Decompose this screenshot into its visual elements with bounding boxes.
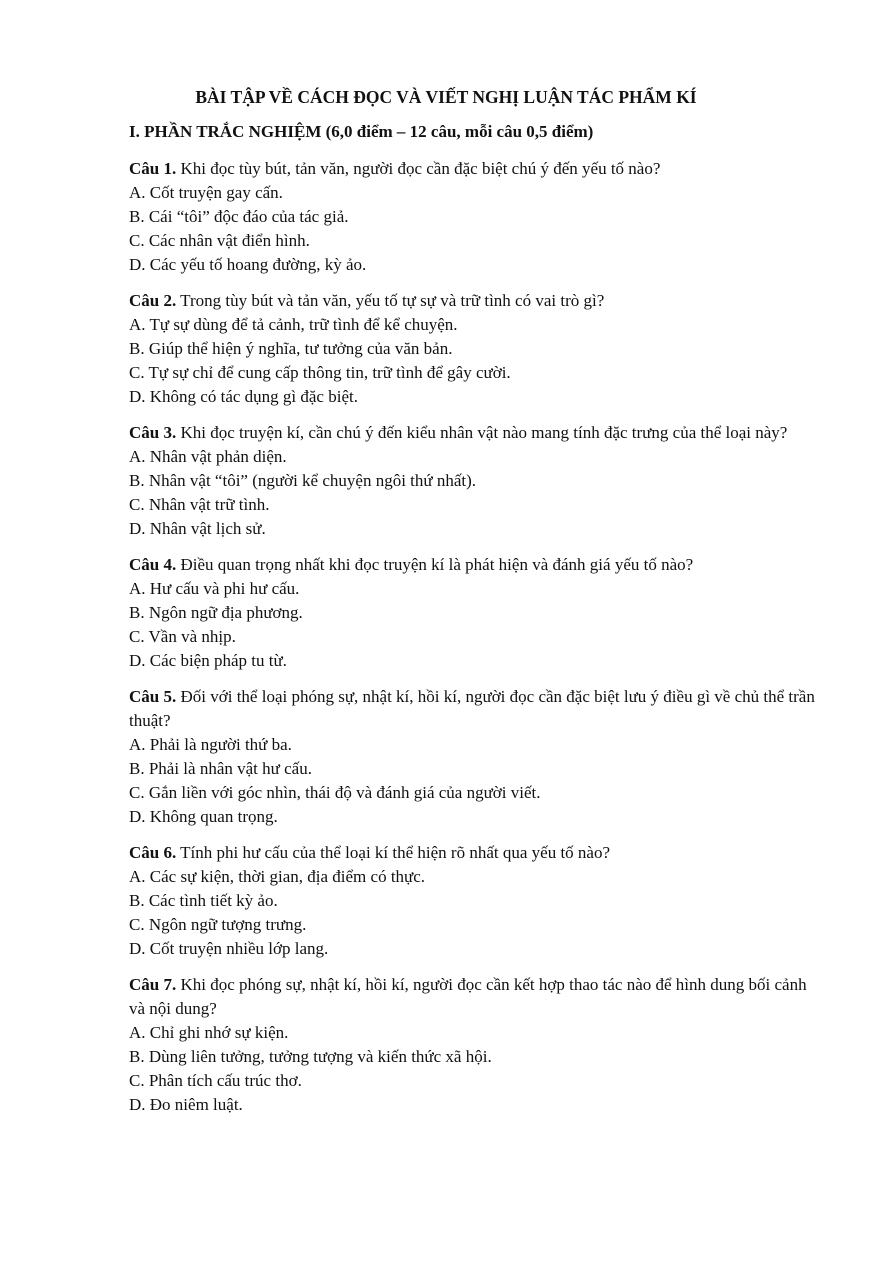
answer-option: D. Không có tác dụng gì đặc biệt. bbox=[129, 387, 358, 406]
answer-option: B. Ngôn ngữ địa phương. bbox=[129, 603, 303, 622]
answer-option: A. Cốt truyện gay cấn. bbox=[129, 183, 283, 202]
answer-option: D. Cốt truyện nhiều lớp lang. bbox=[129, 939, 329, 958]
answer-option: B. Cái “tôi” độc đáo của tác giả. bbox=[129, 207, 349, 226]
question-stem bbox=[129, 157, 819, 181]
question-stem bbox=[129, 289, 819, 313]
question-stem bbox=[129, 421, 819, 445]
question-number: Câu 4. bbox=[129, 555, 177, 574]
question-number: Câu 6. bbox=[129, 843, 177, 862]
question-text: Điều quan trọng nhất khi đọc truyện kí là phát hiện và đánh giá yếu tố nào? bbox=[176, 555, 694, 574]
section-heading: I. PHẦN TRẮC NGHIỆM (6,0 điểm – 12 câu, mỗi câu 0,5 điểm) bbox=[129, 122, 594, 141]
question-list bbox=[129, 157, 819, 1129]
question-stem bbox=[129, 685, 819, 733]
answer-option: D. Các biện pháp tu từ. bbox=[129, 651, 287, 670]
answer-option: C. Tự sự chỉ để cung cấp thông tin, trữ tình để gây cười. bbox=[129, 363, 511, 382]
question-text: Khi đọc phóng sự, nhật kí, hồi kí, người đọc cần kết hợp thao tác nào để hình dung bối cảnh và nội dung? bbox=[129, 975, 807, 1018]
answer-option: D. Đo niêm luật. bbox=[129, 1095, 243, 1114]
answer-option: A. Chỉ ghi nhớ sự kiện. bbox=[129, 1023, 289, 1042]
answer-option: A. Các sự kiện, thời gian, địa điểm có thực. bbox=[129, 867, 426, 886]
question-number: Câu 2. bbox=[129, 291, 177, 310]
question-block bbox=[129, 157, 819, 277]
question-text: Khi đọc truyện kí, cần chú ý đến kiểu nhân vật nào mang tính đặc trưng của thể loại này? bbox=[176, 423, 788, 442]
question-number: Câu 3. bbox=[129, 423, 177, 442]
answer-option: C. Ngôn ngữ tượng trưng. bbox=[129, 915, 307, 934]
answer-option: B. Nhân vật “tôi” (người kể chuyện ngôi thứ nhất). bbox=[129, 471, 477, 490]
answer-option: C. Các nhân vật điển hình. bbox=[129, 231, 310, 250]
answer-option: C. Phân tích cấu trúc thơ. bbox=[129, 1071, 302, 1090]
answer-option: B. Các tình tiết kỳ ảo. bbox=[129, 891, 278, 910]
question-stem bbox=[129, 973, 819, 1021]
question-block bbox=[129, 289, 819, 409]
answer-option: D. Không quan trọng. bbox=[129, 807, 278, 826]
question-number: Câu 7. bbox=[129, 975, 177, 994]
question-block bbox=[129, 841, 819, 961]
question-text: Khi đọc tùy bút, tản văn, người đọc cần đặc biệt chú ý đến yếu tố nào? bbox=[176, 159, 661, 178]
question-number: Câu 1. bbox=[129, 159, 177, 178]
answer-option: A. Hư cấu và phi hư cấu. bbox=[129, 579, 300, 598]
answer-option: B. Phải là nhân vật hư cấu. bbox=[129, 759, 312, 778]
answer-option: B. Giúp thể hiện ý nghĩa, tư tưởng của văn bản. bbox=[129, 339, 453, 358]
answer-option: A. Phải là người thứ ba. bbox=[129, 735, 292, 754]
document-title: BÀI TẬP VỀ CÁCH ĐỌC VÀ VIẾT NGHỊ LUẬN TÁC PHẨM KÍ bbox=[195, 87, 697, 107]
question-text: Trong tùy bút và tản văn, yếu tố tự sự và trữ tình có vai trò gì? bbox=[176, 291, 605, 310]
answer-option: A. Nhân vật phản diện. bbox=[129, 447, 287, 466]
question-block bbox=[129, 421, 819, 541]
question-text: Đối với thể loại phóng sự, nhật kí, hồi kí, người đọc cần đặc biệt lưu ý điều gì về chủ thể trần thuật? bbox=[129, 687, 815, 730]
question-stem bbox=[129, 553, 819, 577]
answer-option: D. Nhân vật lịch sử. bbox=[129, 519, 266, 538]
question-number: Câu 5. bbox=[129, 687, 177, 706]
answer-option: C. Vần và nhịp. bbox=[129, 627, 236, 646]
answer-option: D. Các yếu tố hoang đường, kỳ ảo. bbox=[129, 255, 367, 274]
answer-option: B. Dùng liên tưởng, tưởng tượng và kiến thức xã hội. bbox=[129, 1047, 492, 1066]
answer-option: C. Gắn liền với góc nhìn, thái độ và đánh giá của người viết. bbox=[129, 783, 541, 802]
question-block bbox=[129, 553, 819, 673]
question-block bbox=[129, 973, 819, 1117]
question-stem bbox=[129, 841, 819, 865]
question-text: Tính phi hư cấu của thể loại kí thể hiện rõ nhất qua yếu tố nào? bbox=[176, 843, 611, 862]
answer-option: C. Nhân vật trữ tình. bbox=[129, 495, 270, 514]
question-block bbox=[129, 685, 819, 829]
answer-option: A. Tự sự dùng để tả cảnh, trữ tình để kể chuyện. bbox=[129, 315, 458, 334]
